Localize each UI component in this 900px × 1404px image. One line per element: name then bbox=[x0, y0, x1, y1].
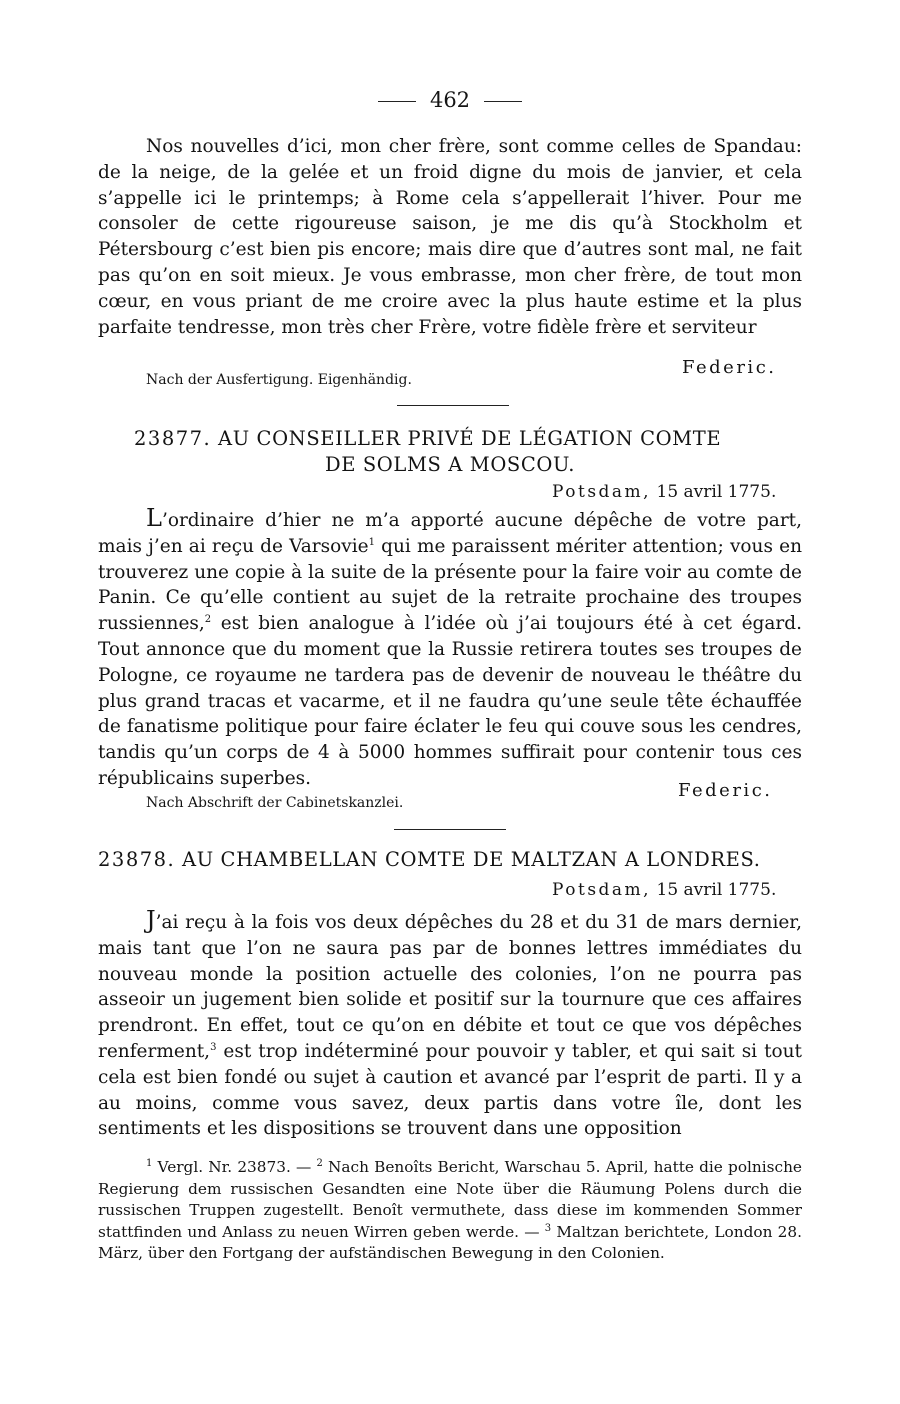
letter-23878-initial: J bbox=[146, 906, 156, 934]
letter-23878-dateline bbox=[552, 880, 776, 900]
letter-23878-number: 23878. bbox=[98, 848, 176, 871]
letter-23877-title-line1: AU CONSEILLER PRIVÉ DE LÉGATION COMTE bbox=[218, 427, 722, 450]
page-number: 462 bbox=[429, 88, 471, 112]
section-divider bbox=[397, 405, 509, 406]
footnote-marker-3: 3 bbox=[544, 1222, 552, 1234]
letter-prev-signature: Federic. bbox=[682, 357, 777, 378]
header-rule-left bbox=[378, 101, 416, 102]
letter-prev-body bbox=[98, 134, 802, 340]
letter-23877-initial: L bbox=[146, 504, 162, 532]
footnote-ref-1: 1 bbox=[368, 536, 375, 548]
letter-23877-source: Nach Abschrift der Cabinetskanzlei. bbox=[146, 795, 404, 811]
letter-23878-body bbox=[98, 908, 802, 1142]
header-rule-right bbox=[484, 101, 522, 102]
letter-23878-date: 15 avril 1775. bbox=[656, 880, 777, 900]
letter-prev-text: Nos nouvelles d’ici, mon cher frère, sont comme celles de Spandau: de la neige, de la gelée et un froid digne du mois de janvier, et cela s’appelle ici le printemps; à Rome cela s’appellerait l’hiver. Pour me consoler de cette rigoureuse saison, je me dis qu’à Stockholm et Pétersbourg c’est bien pis encore; mais dire que d’autres sont mal, ne fait pas qu’on en soit mieux. Je vous embrasse, mon cher frère, de tout mon cœur, en vous priant de me croire avec la plus haute estime et la plus parfaite tendresse, mon très cher Frère, votre fidèle frère et serviteur bbox=[98, 136, 802, 338]
letter-23877-text: L’ordinaire d’hier ne m’a apporté aucune dépêche de votre part, mais j’en ai reçu de Varsovie$^1$ qui me paraissent mériter attention; vous en trouverez une copie à la suite de la présente pour la faire voir au comte de Panin. Ce qu’elle contient au sujet de la retraite prochaine des troupes russiennes,$^2$ est bien analogue à l’idée où j’ai toujours été à cet égard. Tout annonce que du moment que la Russie retirera toutes ses troupes de Pologne, ce royaume ne tardera pas de devenir de nouveau le théâtre du plus grand tracas et vacarme, et il ne faudra qu’une seule tête échauffée de fanatisme politique pour faire éclater le feu qui couve sous les cendres, tandis qu’un corps de 4 à 5000 hommes suffirait pour contenir tous ces républicains superbes. bbox=[98, 504, 802, 789]
letter-23877-date: 15 avril 1775. bbox=[656, 482, 777, 502]
letter-23877-number: 23877. bbox=[134, 427, 212, 450]
letter-23877-title-line2: DE SOLMS A MOSCOU. bbox=[324, 453, 576, 476]
page-header bbox=[0, 88, 900, 112]
footnote-marker-1: 1 bbox=[146, 1157, 153, 1169]
letter-23877-heading bbox=[98, 426, 802, 478]
letter-23877-signature: Federic. bbox=[678, 780, 773, 801]
letter-23877-place: Potsdam, bbox=[552, 482, 652, 502]
section-divider bbox=[394, 829, 506, 830]
letter-23877-body bbox=[98, 506, 802, 792]
letter-prev-source: Nach der Ausfertigung. Eigenhändig. bbox=[146, 372, 412, 388]
footnote-marker-2: 2 bbox=[316, 1157, 323, 1169]
letter-23878-place: Potsdam, bbox=[552, 880, 652, 900]
footnotes bbox=[98, 1157, 802, 1265]
letter-23878-text: J’ai reçu à la fois vos deux dépêches du 28 et du 31 de mars dernier, mais tant que l’on ne saura pas par de bonnes lettres immédiates du nouveau monde la position actuelle des colonies, l’on ne pourra pas asseoir un jugement bien solide et positif sur la tournure que ces affaires prendront. En effet, tout ce qu’on en débite et tout ce que vos dépêches renferment,$^3$ est trop indéterminé pour pouvoir y tabler, et qui sait si tout cela est bien fondé ou sujet à caution et avancé par l’esprit de parti. Il y a au moins, comme vous savez, deux partis dans votre île, dont les sentiments et les dispositions se trouvent dans une opposition bbox=[98, 906, 802, 1140]
footnote-ref-3: 3 bbox=[210, 1041, 217, 1053]
letter-23877-dateline bbox=[552, 482, 776, 502]
letter-23878-heading bbox=[98, 847, 802, 873]
footnotes-text: $^1$ Vergl. Nr. 23873. — $^2$ Nach Benoîts Bericht, Warschau 5. April, hatte die polnische Regierung dem russischen Gesandten eine Note über die Räumung Polens durch die russischen Truppen zugestellt. Benoît vermuthete, dass diese im kommenden Sommer stattfinden und Anlass zu neuen Wirren geben werde. — $^3$ Maltzan berichtete, London 28. März, über den Fortgang der aufständischen Bewegung in den Colonien. bbox=[98, 1157, 803, 1263]
footnote-ref-2: 2 bbox=[204, 614, 212, 626]
letter-23878-title: AU CHAMBELLAN COMTE DE MALTZAN A LONDRES. bbox=[182, 848, 761, 871]
